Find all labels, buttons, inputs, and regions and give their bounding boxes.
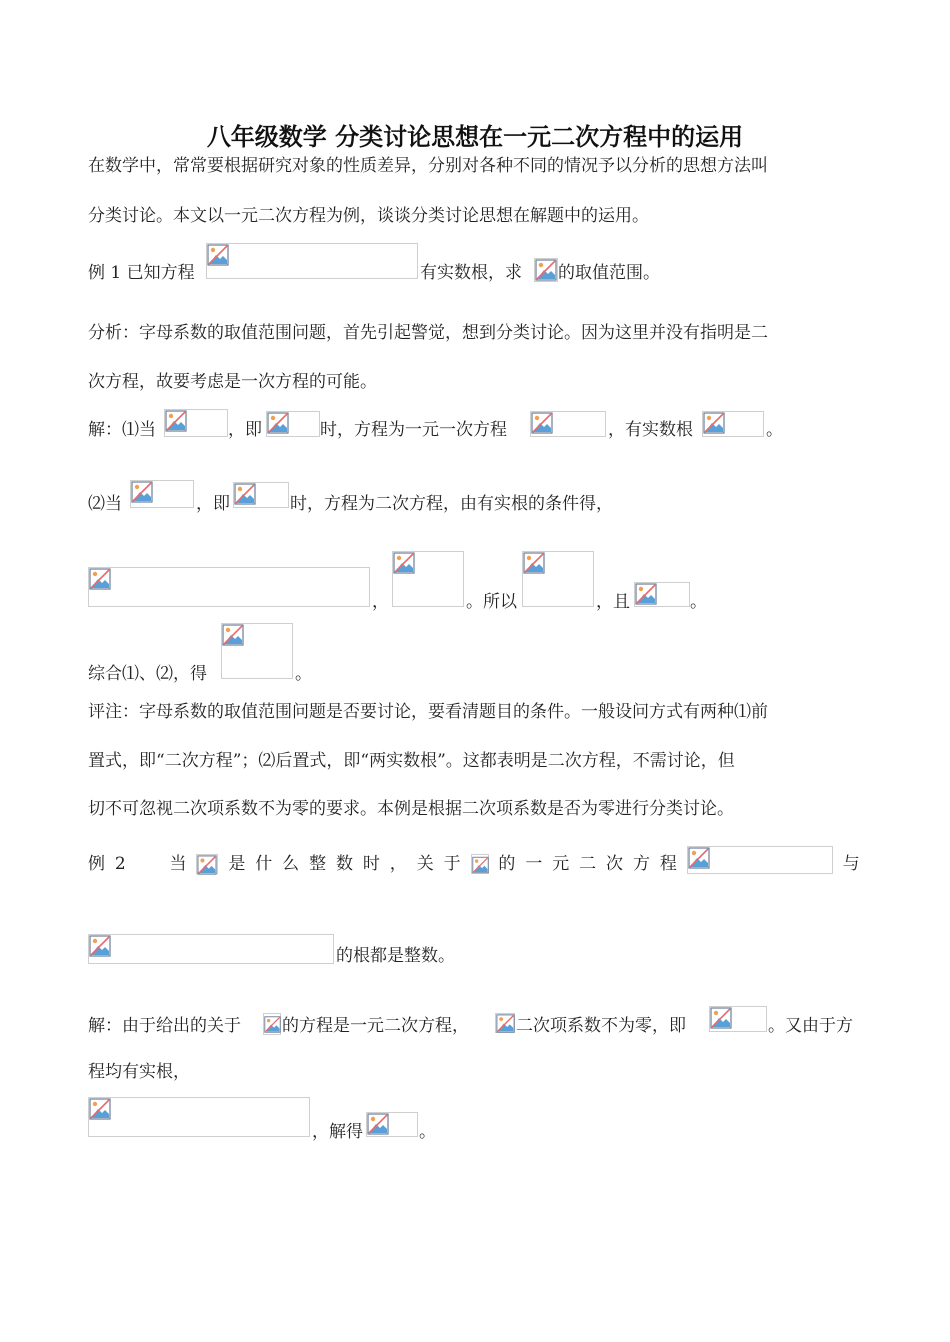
formula-image xyxy=(130,480,194,508)
broken-image-icon xyxy=(496,1014,515,1033)
solution-text: 二次项系数不为零，即 xyxy=(516,1016,686,1036)
example2-char: 方 xyxy=(632,854,650,874)
example2-char: 什 xyxy=(255,854,273,874)
analysis-line: 分析：字母系数的取值范围问题，首先引起警觉，想到分类讨论。因为这里并没有指明是二 xyxy=(88,323,768,343)
formula-image xyxy=(392,551,464,607)
text: 的取值范围。 xyxy=(558,263,660,283)
formula-image xyxy=(471,854,489,874)
solution-text: 。又由于方 xyxy=(768,1016,853,1036)
solution-text: 。 xyxy=(419,1122,436,1142)
solution-text: 。 xyxy=(295,664,312,684)
solution-text: 解：⑴当 xyxy=(88,420,156,440)
broken-image-icon xyxy=(131,481,153,503)
formula-image xyxy=(164,409,228,437)
solution-text: 。 xyxy=(690,592,707,612)
broken-image-icon xyxy=(89,568,111,590)
broken-image-icon xyxy=(89,1098,111,1120)
example2-line xyxy=(88,846,860,874)
broken-image-icon xyxy=(531,412,553,434)
example2-char: 于 xyxy=(443,854,461,874)
broken-image-icon xyxy=(523,552,545,574)
solution-text: ，且 xyxy=(596,592,630,612)
comment-line: 评注：字母系数的取值范围问题是否要讨论，要看清题目的条件。一般设问方式有两种⑴前 xyxy=(88,702,768,722)
example2-char: 么 xyxy=(282,854,300,874)
formula-image xyxy=(221,623,293,679)
example2-char: ， xyxy=(389,854,407,874)
broken-image-icon xyxy=(197,855,217,875)
example2-char: 元 xyxy=(552,854,570,874)
example2-char: 一 xyxy=(525,854,543,874)
example2-char: 二 xyxy=(579,854,597,874)
solution-text: 解：由于给出的关于 xyxy=(88,1016,241,1036)
formula-image xyxy=(530,411,606,437)
broken-image-icon xyxy=(535,259,557,281)
broken-image-icon xyxy=(222,624,244,646)
broken-image-icon xyxy=(264,1014,281,1035)
solution-text: 的方程是一元二次方程， xyxy=(282,1016,469,1036)
example2-char: 2 xyxy=(114,854,126,874)
formula-image xyxy=(88,1097,310,1137)
page-title: 八年级数学 分类讨论思想在一元二次方程中的运用 xyxy=(206,122,744,151)
formula-image xyxy=(634,582,690,607)
example2-tail: 的根都是整数。 xyxy=(336,946,455,966)
solution-text: ，有实数根 xyxy=(608,420,693,440)
comment-line: 置式，即“二次方程”；⑵后置式，即“两实数根”。这都表明是二次方程，不需讨论，但 xyxy=(88,751,735,771)
example2-char: 时 xyxy=(362,854,380,874)
broken-image-icon xyxy=(165,410,187,432)
solution-text: ， xyxy=(372,592,389,612)
formula-image xyxy=(687,846,833,874)
broken-image-icon xyxy=(472,855,489,875)
example1-label: 例 1 已知方程 xyxy=(88,263,195,283)
example2-char: 是 xyxy=(228,854,246,874)
solution-text: 程均有实根， xyxy=(88,1062,190,1082)
broken-image-icon xyxy=(234,483,256,505)
example2-char: 整 xyxy=(309,854,327,874)
intro-line: 分类讨论。本文以一元二次方程为例，谈谈分类讨论思想在解题中的运用。 xyxy=(88,206,649,226)
solution-text: 。 xyxy=(766,420,783,440)
example2-char: 次 xyxy=(606,854,624,874)
example2-char: 当 xyxy=(169,854,187,874)
broken-image-icon xyxy=(367,1113,389,1135)
solution-text: 。所以 xyxy=(466,592,517,612)
comment-line: 切不可忽视二次项系数不为零的要求。本例是根据二次项系数是否为零进行分类讨论。 xyxy=(88,799,734,819)
example2-char: 关 xyxy=(416,854,434,874)
broken-image-icon xyxy=(710,1007,732,1029)
solution-text: ⑵当 xyxy=(88,494,122,514)
broken-image-icon xyxy=(89,935,111,957)
formula-image xyxy=(366,1112,418,1137)
broken-image-icon xyxy=(703,412,725,434)
example2-char: 的 xyxy=(498,854,516,874)
formula-image xyxy=(233,482,289,508)
formula-image xyxy=(709,1006,767,1032)
broken-image-icon xyxy=(635,583,657,605)
broken-image-icon xyxy=(688,847,710,869)
formula-image xyxy=(522,551,594,607)
example2-char: 程 xyxy=(659,854,677,874)
solution-text: ，解得 xyxy=(312,1122,363,1142)
formula-image xyxy=(88,567,370,607)
example2-char: 与 xyxy=(842,854,860,874)
formula-image xyxy=(534,258,558,282)
analysis-line: 次方程，故要考虑是一次方程的可能。 xyxy=(88,372,377,392)
formula-image xyxy=(702,411,764,437)
formula-image xyxy=(88,934,334,964)
solution-text: 时，方程为一元一次方程 xyxy=(320,420,507,440)
formula-image xyxy=(263,1013,281,1035)
example2-char: 数 xyxy=(335,854,353,874)
solution-text: ，即 xyxy=(196,494,230,514)
text: 有实数根，求 xyxy=(420,263,522,283)
formula-image xyxy=(266,411,320,437)
example2-char: 例 xyxy=(88,854,105,874)
solution-text: 综合⑴、⑵，得 xyxy=(88,664,207,684)
broken-image-icon xyxy=(393,552,415,574)
formula-image xyxy=(495,1013,515,1033)
solution-text: 时，方程为二次方程，由有实根的条件得， xyxy=(290,494,613,514)
formula-image xyxy=(206,243,418,279)
solution-text: ，即 xyxy=(228,420,262,440)
intro-line: 在数学中，常常要根据研究对象的性质差异，分别对各种不同的情况予以分析的思想方法叫 xyxy=(88,156,768,176)
broken-image-icon xyxy=(207,244,229,266)
formula-image xyxy=(196,854,218,874)
broken-image-icon xyxy=(267,412,289,434)
